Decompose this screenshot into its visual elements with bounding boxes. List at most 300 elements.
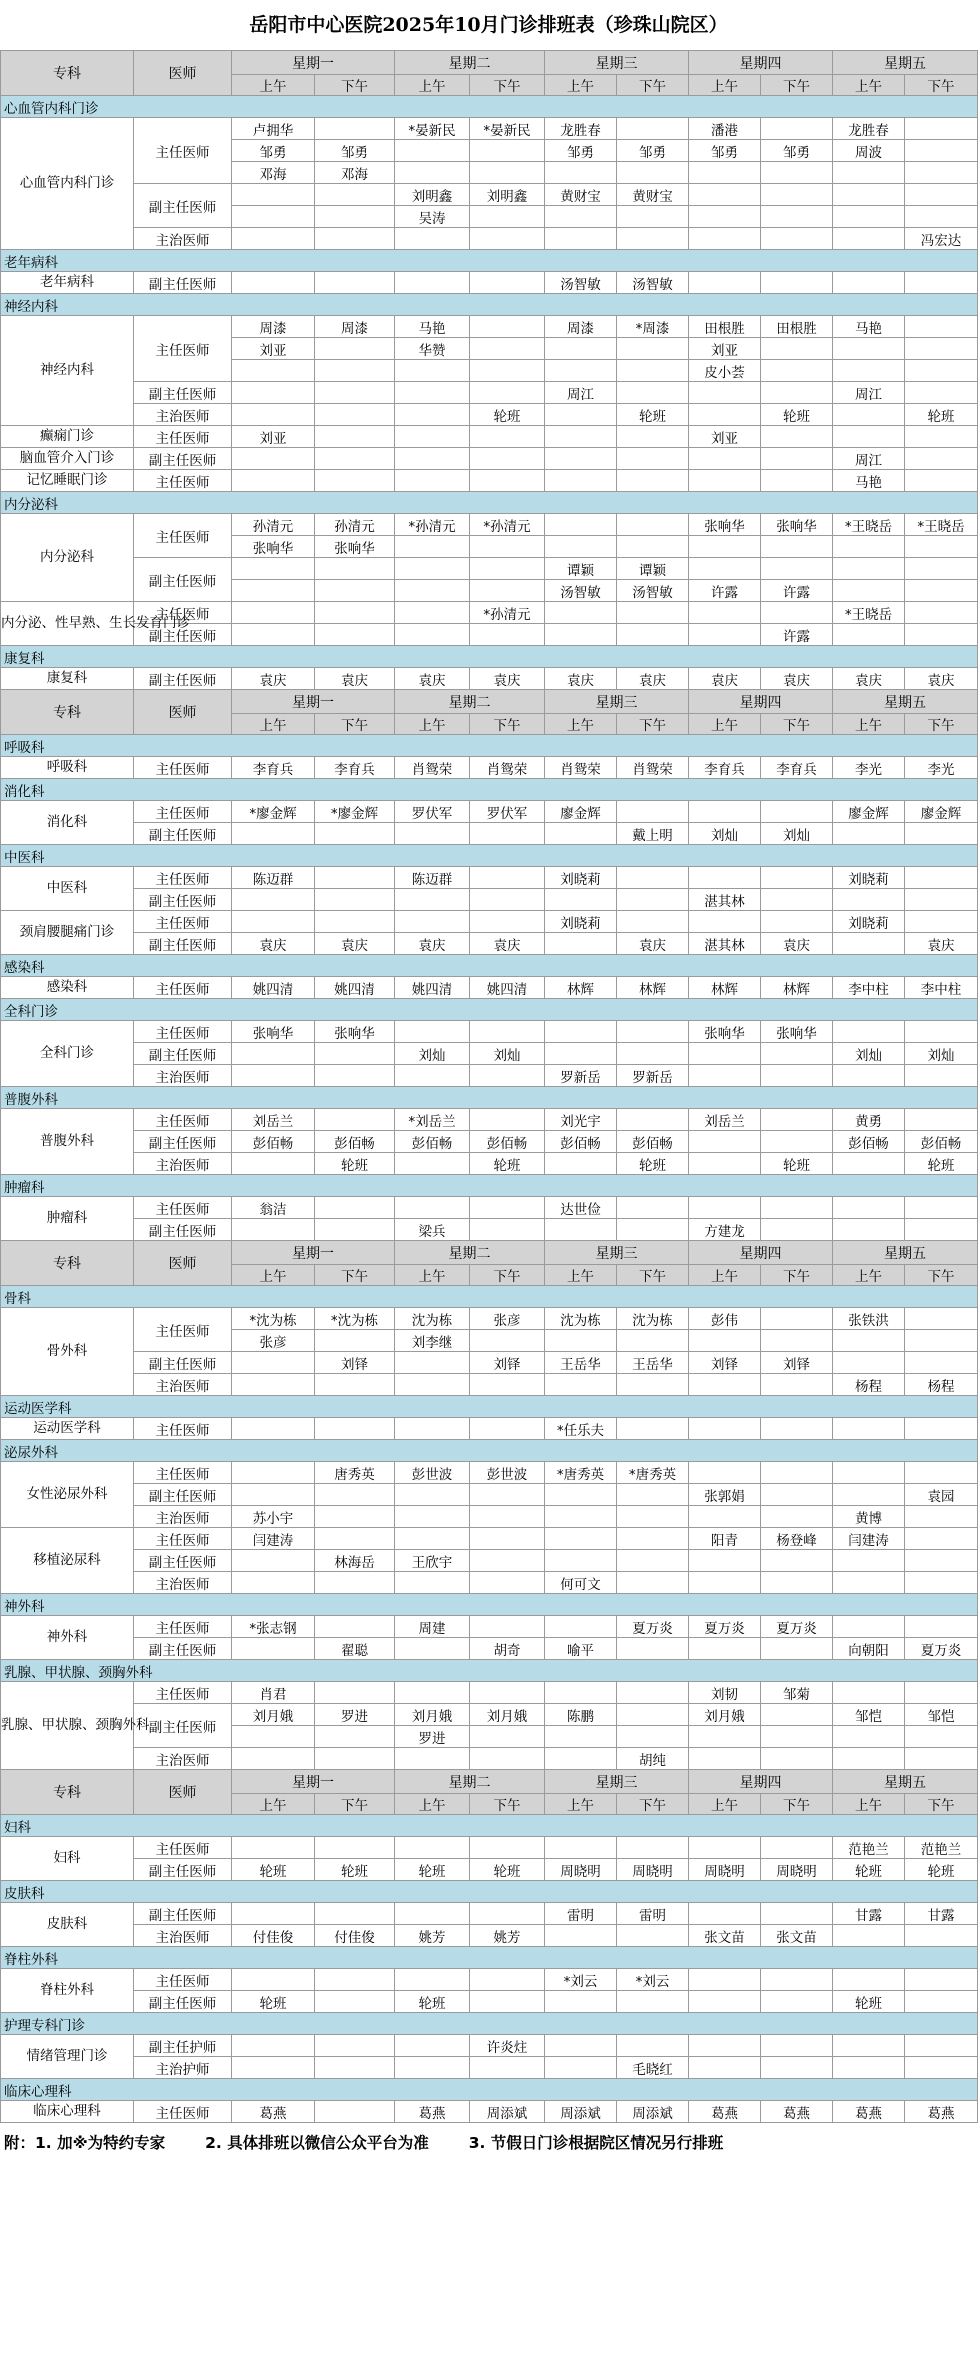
schedule-cell: 刘月娥: [689, 1704, 761, 1726]
schedule-cell: 喻平: [545, 1638, 617, 1660]
schedule-cell: *晏新民: [395, 118, 470, 140]
schedule-cell: [395, 1065, 470, 1087]
schedule-cell: [395, 624, 470, 646]
schedule-cell: [470, 1528, 545, 1550]
schedule-cell: [761, 470, 833, 492]
schedule-cell: [905, 470, 978, 492]
schedule-cell: [689, 1153, 761, 1175]
schedule-cell: [545, 1484, 617, 1506]
header-day: 星期一: [232, 1770, 395, 1794]
schedule-cell: 刘李继: [395, 1330, 470, 1352]
schedule-cell: 黄财宝: [545, 184, 617, 206]
header-am: 上午: [232, 75, 315, 96]
schedule-cell: *周漆: [617, 316, 689, 338]
dept-name: 呼吸科: [1, 757, 134, 779]
schedule-cell: [833, 1682, 905, 1704]
schedule-cell: [315, 1484, 395, 1506]
schedule-cell: 黄财宝: [617, 184, 689, 206]
schedule-cell: 胡奇: [470, 1638, 545, 1660]
schedule-cell: [470, 558, 545, 580]
schedule-cell: [833, 536, 905, 558]
schedule-cell: 邹勇: [232, 140, 315, 162]
schedule-cell: 林辉: [689, 977, 761, 999]
schedule-cell: [470, 1837, 545, 1859]
schedule-cell: 田根胜: [689, 316, 761, 338]
schedule-cell: [833, 933, 905, 955]
schedule-cell: [617, 514, 689, 536]
schedule-cell: [315, 1991, 395, 2013]
schedule-cell: [833, 1726, 905, 1748]
schedule-cell: [761, 1550, 833, 1572]
schedule-cell: [232, 206, 315, 228]
doctor-title: 主治医师: [134, 1572, 232, 1594]
schedule-cell: [905, 1991, 978, 2013]
header-specialty: 专科: [1, 1241, 134, 1286]
header-pm: 下午: [905, 714, 978, 735]
schedule-cell: [545, 1528, 617, 1550]
schedule-cell: 付佳俊: [232, 1925, 315, 1947]
schedule-cell: *孙清元: [395, 514, 470, 536]
schedule-cell: [833, 404, 905, 426]
category-label: 临床心理科: [1, 2079, 978, 2101]
schedule-cell: [689, 1330, 761, 1352]
doctor-title: 副主任护师: [134, 2035, 232, 2057]
schedule-cell: [617, 1638, 689, 1660]
schedule-cell: 李光: [905, 757, 978, 779]
table-row: [1, 2101, 978, 2123]
dept-name: 骨外科: [1, 1308, 134, 1396]
schedule-cell: [232, 911, 315, 933]
schedule-cell: [833, 228, 905, 250]
category-label: 妇科: [1, 1815, 978, 1837]
page-title: 岳阳市中心医院2025年10月门诊排班表（珍珠山院区）: [249, 14, 728, 36]
schedule-cell: 袁庆: [905, 668, 978, 690]
schedule-cell: [833, 1352, 905, 1374]
category-row: [1, 1881, 978, 1903]
schedule-cell: [545, 470, 617, 492]
category-label: 老年病科: [1, 250, 978, 272]
table-row: [1, 1638, 978, 1660]
schedule-cell: [470, 624, 545, 646]
schedule-cell: [545, 602, 617, 624]
schedule-cell: [617, 1418, 689, 1440]
schedule-cell: [833, 1748, 905, 1770]
header-pm: 下午: [470, 75, 545, 96]
schedule-cell: [545, 1925, 617, 1947]
schedule-cell: 唐秀英: [315, 1462, 395, 1484]
schedule-cell: 袁庆: [232, 933, 315, 955]
schedule-cell: [545, 823, 617, 845]
schedule-cell: [689, 911, 761, 933]
schedule-cell: [761, 558, 833, 580]
schedule-cell: [761, 1374, 833, 1396]
schedule-cell: [761, 1109, 833, 1131]
schedule-cell: 刘灿: [833, 1043, 905, 1065]
schedule-cell: [545, 426, 617, 448]
schedule-cell: 轮班: [232, 1859, 315, 1881]
schedule-cell: [905, 1682, 978, 1704]
schedule-cell: 刘亚: [689, 338, 761, 360]
schedule-cell: [905, 1021, 978, 1043]
category-label: 泌尿外科: [1, 1440, 978, 1462]
schedule-cell: [232, 2057, 315, 2079]
schedule-cell: 张响华: [315, 1021, 395, 1043]
schedule-cell: [315, 382, 395, 404]
header-am: 上午: [232, 1794, 315, 1815]
doctor-title: 主任医师: [134, 801, 232, 823]
schedule-cell: 周江: [833, 382, 905, 404]
schedule-cell: [761, 272, 833, 294]
schedule-cell: [315, 272, 395, 294]
schedule-cell: 轮班: [905, 1859, 978, 1881]
schedule-cell: 姚四清: [315, 977, 395, 999]
table-row: [1, 1528, 978, 1550]
schedule-cell: [232, 184, 315, 206]
header-doctor: 医师: [134, 51, 232, 96]
schedule-cell: [470, 1065, 545, 1087]
schedule-cell: [905, 272, 978, 294]
schedule-cell: [761, 1726, 833, 1748]
schedule-cell: [833, 1153, 905, 1175]
schedule-cell: 谭颖: [617, 558, 689, 580]
schedule-cell: [545, 1506, 617, 1528]
schedule-cell: [545, 1748, 617, 1770]
schedule-cell: 李育兵: [315, 757, 395, 779]
schedule-cell: 刘月娥: [232, 1704, 315, 1726]
header-am: 上午: [545, 1794, 617, 1815]
doctor-title: 主任医师: [134, 1969, 232, 1991]
header-row: [1, 51, 978, 75]
schedule-cell: [232, 404, 315, 426]
schedule-cell: 葛燕: [905, 2101, 978, 2123]
schedule-cell: *廖金辉: [315, 801, 395, 823]
dept-name: 移植泌尿科: [1, 1528, 134, 1594]
table-row: [1, 1109, 978, 1131]
schedule-cell: 邹勇: [761, 140, 833, 162]
schedule-cell: 王岳华: [545, 1352, 617, 1374]
category-label: 神经内科: [1, 294, 978, 316]
dept-name: 普腹外科: [1, 1109, 134, 1175]
footer-notes: [0, 2123, 977, 2163]
schedule-cell: 刘晓莉: [833, 867, 905, 889]
schedule-cell: [617, 426, 689, 448]
category-row: [1, 1440, 978, 1462]
schedule-cell: [545, 1374, 617, 1396]
doctor-title: 副主任医师: [134, 1219, 232, 1241]
dept-name: 消化科: [1, 801, 134, 845]
schedule-cell: [232, 1748, 315, 1770]
header-am: 上午: [833, 1265, 905, 1286]
category-label: 皮肤科: [1, 1881, 978, 1903]
schedule-cell: [905, 867, 978, 889]
schedule-cell: 邓海: [315, 162, 395, 184]
header-am: 上午: [395, 1794, 470, 1815]
schedule-cell: 袁庆: [761, 668, 833, 690]
schedule-cell: 彭佰畅: [905, 1131, 978, 1153]
schedule-cell: [833, 1925, 905, 1947]
schedule-cell: [761, 1969, 833, 1991]
schedule-cell: [617, 801, 689, 823]
schedule-cell: [315, 1506, 395, 1528]
schedule-cell: [761, 118, 833, 140]
schedule-cell: [833, 1197, 905, 1219]
schedule-cell: 夏万炎: [689, 1616, 761, 1638]
category-label: 心血管内科门诊: [1, 96, 978, 118]
table-row: [1, 867, 978, 889]
schedule-cell: [833, 2057, 905, 2079]
schedule-cell: [689, 1197, 761, 1219]
schedule-cell: 许露: [689, 580, 761, 602]
schedule-cell: [833, 889, 905, 911]
dept-name: 神外科: [1, 1616, 134, 1660]
schedule-cell: [232, 360, 315, 382]
dept-name: 脊柱外科: [1, 1969, 134, 2013]
schedule-cell: 马艳: [395, 316, 470, 338]
schedule-cell: [761, 1330, 833, 1352]
schedule-cell: 袁庆: [545, 668, 617, 690]
schedule-cell: [833, 1969, 905, 1991]
schedule-cell: 周晓明: [617, 1859, 689, 1881]
schedule-cell: 周漆: [545, 316, 617, 338]
doctor-title: 副主任医师: [134, 1903, 232, 1925]
category-row: [1, 999, 978, 1021]
schedule-cell: [470, 889, 545, 911]
schedule-cell: 林辉: [617, 977, 689, 999]
header-pm: 下午: [315, 1265, 395, 1286]
category-label: 内分泌科: [1, 492, 978, 514]
header-am: 上午: [689, 1265, 761, 1286]
schedule-cell: [905, 206, 978, 228]
schedule-cell: [761, 2057, 833, 2079]
schedule-cell: 廖金辉: [545, 801, 617, 823]
schedule-cell: 刘明鑫: [395, 184, 470, 206]
schedule-cell: [617, 1484, 689, 1506]
header-day: 星期一: [232, 51, 395, 75]
schedule-cell: [470, 382, 545, 404]
schedule-cell: [617, 1219, 689, 1241]
schedule-cell: [315, 823, 395, 845]
schedule-cell: [905, 1109, 978, 1131]
header-pm: 下午: [617, 1265, 689, 1286]
doctor-title: 主治医师: [134, 1925, 232, 1947]
doctor-title: 主任医师: [134, 118, 232, 184]
schedule-cell: 刘月娥: [395, 1704, 470, 1726]
schedule-cell: 雷明: [617, 1903, 689, 1925]
schedule-cell: [689, 2035, 761, 2057]
table-row: [1, 1484, 978, 1506]
schedule-cell: [232, 1572, 315, 1594]
header-specialty: 专科: [1, 51, 134, 96]
schedule-cell: 陈迈群: [395, 867, 470, 889]
schedule-cell: [833, 558, 905, 580]
schedule-cell: [315, 338, 395, 360]
schedule-cell: 周江: [833, 448, 905, 470]
header-row: [1, 1241, 978, 1265]
schedule-cell: [232, 470, 315, 492]
schedule-cell: [689, 1043, 761, 1065]
schedule-cell: 湛其林: [689, 889, 761, 911]
table-row: [1, 1043, 978, 1065]
category-label: 神外科: [1, 1594, 978, 1616]
schedule-cell: [470, 162, 545, 184]
schedule-cell: 刘岳兰: [232, 1109, 315, 1131]
schedule-cell: 李中柱: [833, 977, 905, 999]
schedule-cell: [232, 580, 315, 602]
schedule-table: [0, 50, 978, 2123]
schedule-cell: [232, 1638, 315, 1660]
category-row: [1, 779, 978, 801]
schedule-cell: *唐秀英: [545, 1462, 617, 1484]
schedule-cell: 罗进: [395, 1726, 470, 1748]
schedule-cell: 刘铎: [761, 1352, 833, 1374]
table-row: [1, 1572, 978, 1594]
doctor-title: 主任医师: [134, 426, 232, 448]
schedule-cell: 肖鸳荣: [617, 757, 689, 779]
category-row: [1, 96, 978, 118]
schedule-cell: [689, 228, 761, 250]
schedule-cell: [905, 184, 978, 206]
schedule-cell: [395, 1572, 470, 1594]
schedule-cell: [315, 184, 395, 206]
header-am: 上午: [545, 75, 617, 96]
header-day: 星期一: [232, 1241, 395, 1265]
schedule-cell: [833, 624, 905, 646]
category-label: 中医科: [1, 845, 978, 867]
schedule-cell: [545, 1550, 617, 1572]
table-row: [1, 514, 978, 536]
table-row: [1, 1219, 978, 1241]
header-am: 上午: [833, 1794, 905, 1815]
doctor-title: 主任医师: [134, 514, 232, 558]
schedule-cell: [689, 1065, 761, 1087]
header-am: 上午: [833, 75, 905, 96]
schedule-cell: 肖鸳荣: [395, 757, 470, 779]
schedule-cell: [905, 536, 978, 558]
schedule-cell: 林辉: [761, 977, 833, 999]
schedule-cell: [905, 1330, 978, 1352]
header-pm: 下午: [761, 714, 833, 735]
schedule-cell: [617, 338, 689, 360]
schedule-cell: [617, 1528, 689, 1550]
table-row: [1, 558, 978, 580]
schedule-cell: 袁庆: [761, 933, 833, 955]
schedule-cell: [545, 1219, 617, 1241]
schedule-cell: [905, 1550, 978, 1572]
schedule-cell: 汤智敏: [617, 580, 689, 602]
dept-name: 癫痫门诊: [1, 426, 134, 448]
header-am: 上午: [395, 1265, 470, 1286]
schedule-cell: [315, 2057, 395, 2079]
header-day: 星期二: [395, 51, 545, 75]
schedule-cell: [395, 911, 470, 933]
doctor-title: 主任医师: [134, 316, 232, 382]
schedule-cell: [905, 1726, 978, 1748]
table-row: [1, 1131, 978, 1153]
schedule-cell: [395, 360, 470, 382]
doctor-title: 副主任医师: [134, 1704, 232, 1748]
schedule-cell: 张响华: [689, 514, 761, 536]
category-label: 普腹外科: [1, 1087, 978, 1109]
header-day: 星期五: [833, 51, 978, 75]
schedule-cell: [617, 889, 689, 911]
schedule-cell: [689, 1506, 761, 1528]
schedule-cell: 刘明鑫: [470, 184, 545, 206]
schedule-cell: [761, 1219, 833, 1241]
schedule-cell: [689, 1550, 761, 1572]
schedule-cell: [315, 1748, 395, 1770]
doctor-title: 主任医师: [134, 1308, 232, 1352]
schedule-cell: [617, 118, 689, 140]
category-row: [1, 1087, 978, 1109]
dept-name: 情绪管理门诊: [1, 2035, 134, 2079]
table-row: [1, 1374, 978, 1396]
schedule-cell: [315, 2101, 395, 2123]
schedule-cell: [395, 1021, 470, 1043]
schedule-cell: [545, 228, 617, 250]
schedule-cell: [689, 162, 761, 184]
schedule-cell: [617, 1925, 689, 1947]
schedule-cell: [470, 1418, 545, 1440]
schedule-cell: 汤智敏: [545, 272, 617, 294]
schedule-cell: [833, 1616, 905, 1638]
schedule-cell: [315, 1109, 395, 1131]
schedule-cell: 轮班: [395, 1991, 470, 2013]
schedule-cell: [761, 382, 833, 404]
schedule-cell: 邓海: [232, 162, 315, 184]
schedule-cell: [470, 1506, 545, 1528]
schedule-cell: [617, 1043, 689, 1065]
category-label: 消化科: [1, 779, 978, 801]
footer-note: 附：1. 加※为特约专家: [4, 2134, 166, 2152]
schedule-cell: [761, 1197, 833, 1219]
schedule-cell: [315, 426, 395, 448]
schedule-cell: 梁兵: [395, 1219, 470, 1241]
table-row: [1, 118, 978, 140]
header-am: 上午: [833, 714, 905, 735]
schedule-cell: [470, 448, 545, 470]
schedule-cell: *王晓岳: [833, 602, 905, 624]
schedule-cell: [833, 1418, 905, 1440]
schedule-cell: [395, 558, 470, 580]
schedule-cell: [470, 1903, 545, 1925]
schedule-cell: [689, 1837, 761, 1859]
schedule-cell: [761, 1131, 833, 1153]
table-row: [1, 1903, 978, 1925]
schedule-cell: [761, 1506, 833, 1528]
schedule-cell: 轮班: [833, 1991, 905, 2013]
schedule-cell: 杨程: [905, 1374, 978, 1396]
schedule-cell: 彭佰畅: [545, 1131, 617, 1153]
table-row: [1, 911, 978, 933]
schedule-cell: [545, 889, 617, 911]
schedule-cell: [761, 1903, 833, 1925]
schedule-cell: [470, 823, 545, 845]
header-day: 星期五: [833, 1770, 978, 1794]
schedule-cell: 张响华: [761, 1021, 833, 1043]
schedule-cell: *晏新民: [470, 118, 545, 140]
category-row: [1, 2079, 978, 2101]
schedule-cell: 邹恺: [905, 1704, 978, 1726]
schedule-cell: 肖君: [232, 1682, 315, 1704]
schedule-cell: *王晓岳: [905, 514, 978, 536]
schedule-cell: 张响华: [761, 514, 833, 536]
schedule-cell: 李育兵: [232, 757, 315, 779]
schedule-cell: 龙胜春: [545, 118, 617, 140]
schedule-cell: [905, 1748, 978, 1770]
schedule-cell: [905, 2035, 978, 2057]
schedule-cell: [395, 382, 470, 404]
schedule-cell: [833, 1219, 905, 1241]
